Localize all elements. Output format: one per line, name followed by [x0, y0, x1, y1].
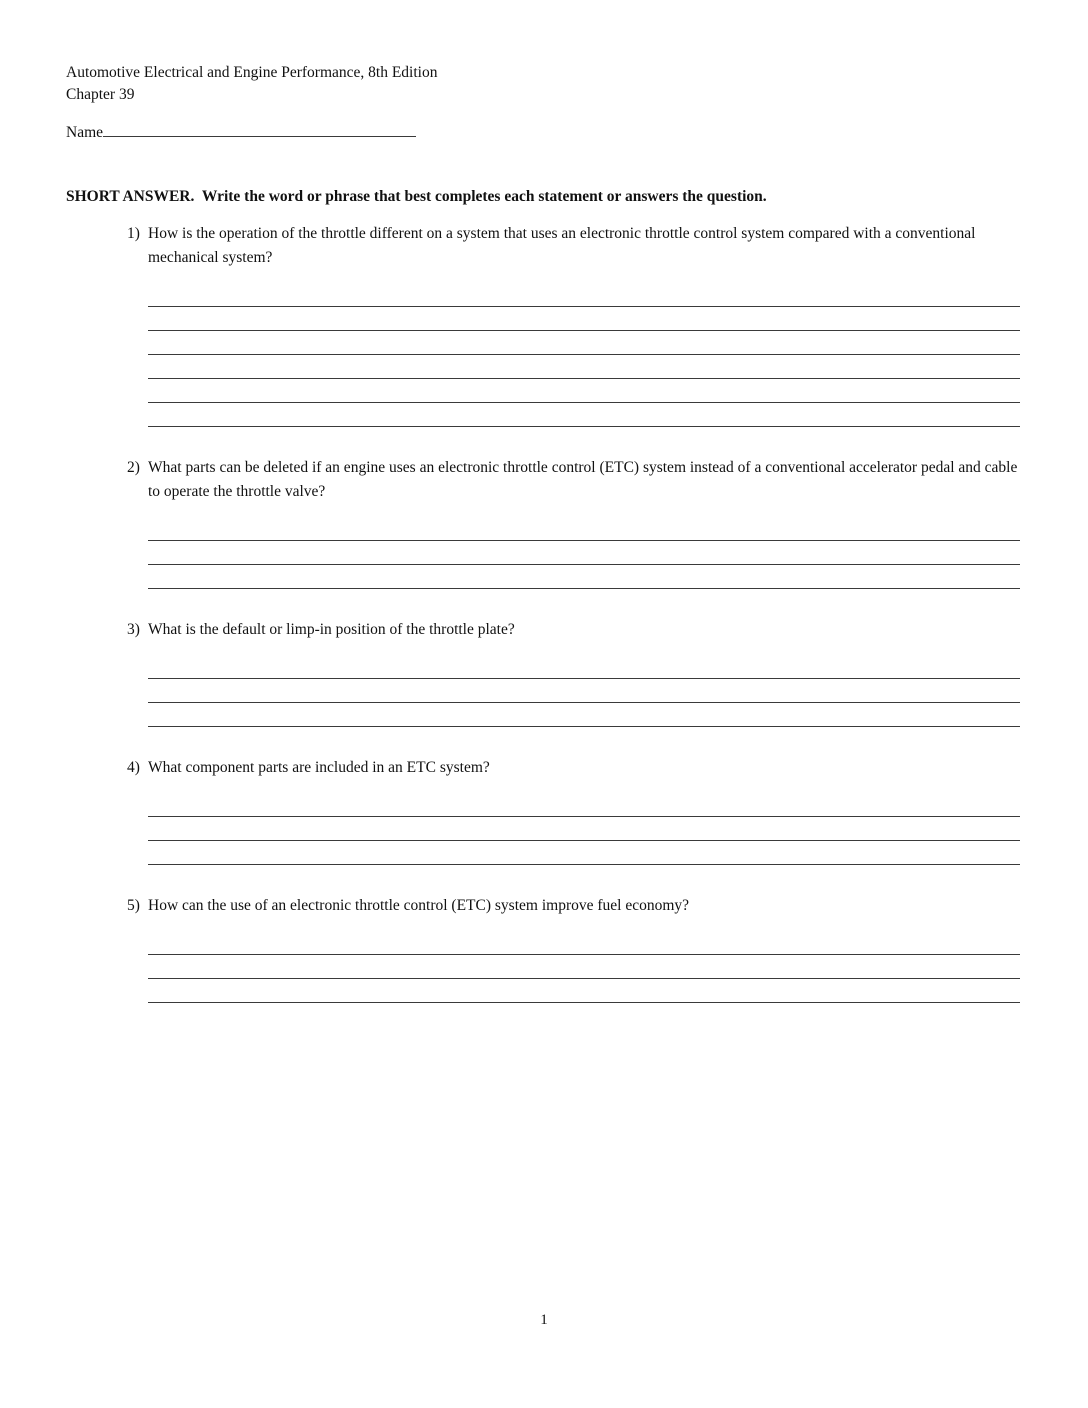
question-text: How is the operation of the throttle different on a system that uses an electronic throttle control system compared with a conventional mechanical system? [148, 225, 976, 266]
question-text: What is the default or limp-in position of the throttle plate? [148, 621, 515, 638]
question-paragraph [127, 456, 1020, 504]
name-label: Name [66, 124, 104, 141]
answer-line[interactable] [148, 955, 1020, 979]
answer-line[interactable] [148, 541, 1020, 565]
questions-list [66, 222, 1020, 1003]
answer-line[interactable] [148, 403, 1020, 427]
answer-line[interactable] [148, 703, 1020, 727]
page-number: 1 [540, 1312, 548, 1328]
answer-lines [148, 793, 1020, 865]
answer-lines [148, 283, 1020, 427]
question-number: 1) [127, 225, 140, 242]
answer-line[interactable] [148, 655, 1020, 679]
section-instructions: SHORT ANSWER. Write the word or phrase that best completes each statement or answers the question. [66, 188, 767, 205]
answer-line[interactable] [148, 841, 1020, 865]
answer-line[interactable] [148, 979, 1020, 1003]
question-text: What component parts are included in an ETC system? [148, 759, 490, 776]
page-header [66, 62, 1020, 106]
answer-line[interactable] [148, 679, 1020, 703]
question-text: How can the use of an electronic throttle control (ETC) system improve fuel economy? [148, 897, 690, 914]
answer-line[interactable] [148, 355, 1020, 379]
question-text: What parts can be deleted if an engine uses an electronic throttle control (ETC) system instead of a conventional accelerator pedal and cable to operate the throttle valve? [148, 459, 1018, 500]
question-number: 5) [127, 897, 140, 914]
answer-line[interactable] [148, 793, 1020, 817]
answer-lines [148, 655, 1020, 727]
answer-lines [148, 931, 1020, 1003]
question-number: 4) [127, 759, 140, 776]
question-paragraph [127, 894, 1020, 918]
question-number: 3) [127, 621, 140, 638]
question-5 [127, 894, 1020, 1003]
question-paragraph [127, 618, 1020, 642]
answer-line[interactable] [148, 931, 1020, 955]
name-blank-line[interactable] [103, 123, 416, 137]
answer-line[interactable] [148, 565, 1020, 589]
answer-lines [148, 517, 1020, 589]
question-3 [127, 618, 1020, 727]
question-paragraph [127, 756, 1020, 780]
question-paragraph [127, 222, 1020, 270]
book-title: Automotive Electrical and Engine Performance, 8th Edition [66, 64, 438, 81]
answer-line[interactable] [148, 817, 1020, 841]
question-number: 2) [127, 459, 140, 476]
answer-line[interactable] [148, 307, 1020, 331]
question-2 [127, 456, 1020, 589]
question-1 [127, 222, 1020, 427]
chapter-label: Chapter 39 [66, 86, 135, 103]
answer-line[interactable] [148, 331, 1020, 355]
name-row [66, 122, 1020, 144]
answer-line[interactable] [148, 283, 1020, 307]
answer-line[interactable] [148, 379, 1020, 403]
answer-line[interactable] [148, 517, 1020, 541]
question-4 [127, 756, 1020, 865]
